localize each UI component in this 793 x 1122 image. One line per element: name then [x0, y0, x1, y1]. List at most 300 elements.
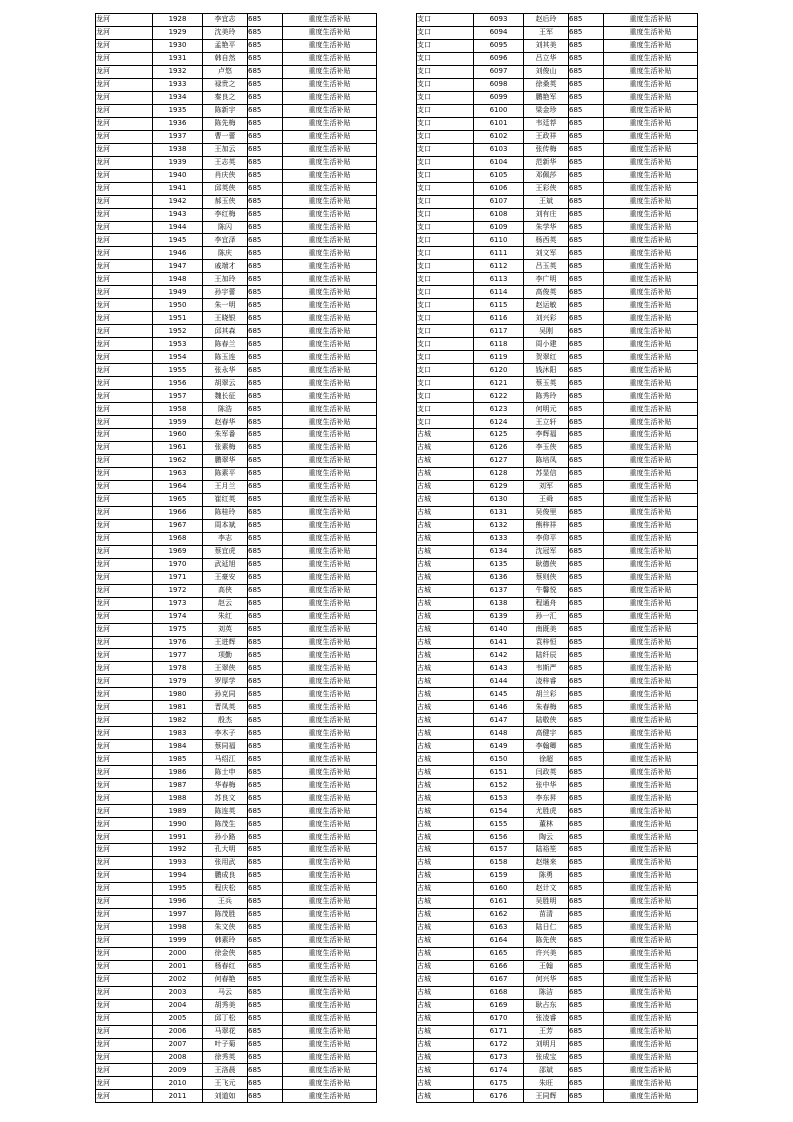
- amount-cell: 685: [248, 78, 283, 91]
- subsidy-type-cell: 重度生活补贴: [283, 714, 377, 727]
- subsidy-type-cell: 重度生活补贴: [604, 766, 698, 779]
- area-cell: 古城: [417, 908, 474, 921]
- serial-number-cell: 1973: [153, 597, 203, 610]
- table-row: [417, 869, 698, 882]
- subsidy-type-cell: 重度生活补贴: [604, 130, 698, 143]
- area-cell: 古城: [417, 869, 474, 882]
- serial-number-cell: 6108: [474, 208, 524, 221]
- person-name-cell: 朱文侠: [203, 921, 248, 934]
- subsidy-type-cell: 重度生活补贴: [283, 221, 377, 234]
- amount-cell: 685: [569, 169, 604, 182]
- person-name-cell: 袁梓恒: [524, 636, 569, 649]
- area-cell: 龙河: [96, 947, 153, 960]
- table-row: [96, 532, 377, 545]
- amount-cell: 685: [569, 480, 604, 493]
- table-row: [417, 986, 698, 999]
- person-name-cell: 卢悠: [203, 65, 248, 78]
- area-cell: 龙河: [96, 403, 153, 416]
- person-name-cell: 马云: [203, 986, 248, 999]
- amount-cell: 685: [569, 999, 604, 1012]
- serial-number-cell: 6111: [474, 247, 524, 260]
- area-cell: 龙河: [96, 727, 153, 740]
- area-cell: 龙河: [96, 519, 153, 532]
- person-name-cell: 李辉福: [524, 429, 569, 442]
- amount-cell: 685: [569, 260, 604, 273]
- amount-cell: 685: [569, 14, 604, 27]
- table-row: [417, 1064, 698, 1077]
- serial-number-cell: 6106: [474, 182, 524, 195]
- area-cell: 古城: [417, 895, 474, 908]
- serial-number-cell: 2009: [153, 1064, 203, 1077]
- area-cell: 龙河: [96, 467, 153, 480]
- subsidy-type-cell: 重度生活补贴: [604, 986, 698, 999]
- serial-number-cell: 2006: [153, 1025, 203, 1038]
- subsidy-type-cell: 重度生活补贴: [283, 519, 377, 532]
- amount-cell: 685: [248, 14, 283, 27]
- amount-cell: 685: [569, 208, 604, 221]
- table-row: [96, 1012, 377, 1025]
- table-row: [417, 636, 698, 649]
- area-cell: 龙河: [96, 1064, 153, 1077]
- person-name-cell: 胡兰彩: [524, 688, 569, 701]
- amount-cell: 685: [569, 1064, 604, 1077]
- area-cell: 龙河: [96, 39, 153, 52]
- serial-number-cell: 1995: [153, 882, 203, 895]
- amount-cell: 685: [569, 91, 604, 104]
- serial-number-cell: 1987: [153, 779, 203, 792]
- subsidy-type-cell: 重度生活补贴: [283, 454, 377, 467]
- amount-cell: 685: [248, 584, 283, 597]
- serial-number-cell: 2011: [153, 1090, 203, 1103]
- subsidy-type-cell: 重度生活补贴: [283, 662, 377, 675]
- table-row: [417, 1025, 698, 1038]
- person-name-cell: 王芳: [524, 1025, 569, 1038]
- area-cell: 古城: [417, 688, 474, 701]
- subsidy-type-cell: 重度生活补贴: [604, 869, 698, 882]
- subsidy-type-cell: 重度生活补贴: [283, 831, 377, 844]
- person-name-cell: 朱春梅: [524, 701, 569, 714]
- subsidy-type-cell: 重度生活补贴: [604, 299, 698, 312]
- table-row: [96, 169, 377, 182]
- serial-number-cell: 6098: [474, 78, 524, 91]
- subsidy-type-cell: 重度生活补贴: [604, 545, 698, 558]
- area-cell: 古城: [417, 844, 474, 857]
- table-row: [417, 649, 698, 662]
- amount-cell: 685: [569, 403, 604, 416]
- amount-cell: 685: [248, 973, 283, 986]
- table-row: [96, 688, 377, 701]
- person-name-cell: 周本斌: [203, 519, 248, 532]
- amount-cell: 685: [248, 649, 283, 662]
- area-cell: 支口: [417, 273, 474, 286]
- serial-number-cell: 6166: [474, 960, 524, 973]
- amount-cell: 685: [248, 636, 283, 649]
- person-name-cell: 朱一明: [203, 299, 248, 312]
- person-name-cell: 闫政英: [524, 766, 569, 779]
- amount-cell: 685: [569, 688, 604, 701]
- serial-number-cell: 6122: [474, 390, 524, 403]
- area-cell: 古城: [417, 558, 474, 571]
- amount-cell: 685: [569, 156, 604, 169]
- amount-cell: 685: [569, 1090, 604, 1103]
- area-cell: 古城: [417, 947, 474, 960]
- person-name-cell: 赵春华: [203, 416, 248, 429]
- serial-number-cell: 1990: [153, 818, 203, 831]
- area-cell: 支口: [417, 143, 474, 156]
- subsidy-type-cell: 重度生活补贴: [283, 117, 377, 130]
- subsidy-type-cell: 重度生活补贴: [283, 104, 377, 117]
- table-row: [417, 688, 698, 701]
- area-cell: 支口: [417, 247, 474, 260]
- area-cell: 支口: [417, 156, 474, 169]
- person-name-cell: 凌梓睿: [524, 675, 569, 688]
- table-row: [96, 649, 377, 662]
- serial-number-cell: 6127: [474, 454, 524, 467]
- serial-number-cell: 1949: [153, 286, 203, 299]
- subsidy-type-cell: 重度生活补贴: [604, 467, 698, 480]
- area-cell: 龙河: [96, 117, 153, 130]
- area-cell: 龙河: [96, 571, 153, 584]
- person-name-cell: 王志英: [203, 156, 248, 169]
- amount-cell: 685: [569, 234, 604, 247]
- amount-cell: 685: [569, 519, 604, 532]
- amount-cell: 685: [248, 182, 283, 195]
- table-row: [417, 221, 698, 234]
- subsidy-type-cell: 重度生活补贴: [604, 104, 698, 117]
- person-name-cell: 王军: [524, 26, 569, 39]
- serial-number-cell: 6130: [474, 493, 524, 506]
- table-row: [96, 805, 377, 818]
- serial-number-cell: 6168: [474, 986, 524, 999]
- person-name-cell: 王彩侠: [524, 182, 569, 195]
- amount-cell: 685: [248, 143, 283, 156]
- serial-number-cell: 6123: [474, 403, 524, 416]
- serial-number-cell: 1959: [153, 416, 203, 429]
- person-name-cell: 陈勇: [524, 869, 569, 882]
- person-name-cell: 牛馨悦: [524, 584, 569, 597]
- table-row: [96, 1025, 377, 1038]
- subsidy-type-cell: 重度生活补贴: [283, 493, 377, 506]
- serial-number-cell: 2003: [153, 986, 203, 999]
- table-row: [96, 234, 377, 247]
- person-name-cell: 项勤: [203, 649, 248, 662]
- subsidy-type-cell: 重度生活补贴: [283, 234, 377, 247]
- amount-cell: 685: [248, 856, 283, 869]
- subsidy-type-cell: 重度生活补贴: [604, 856, 698, 869]
- person-name-cell: 鹏成良: [203, 869, 248, 882]
- table-row: [96, 818, 377, 831]
- table-row: [96, 65, 377, 78]
- amount-cell: 685: [569, 130, 604, 143]
- table-row: [417, 403, 698, 416]
- subsidy-type-cell: 重度生活补贴: [604, 649, 698, 662]
- table-row: [417, 727, 698, 740]
- area-cell: 古城: [417, 986, 474, 999]
- amount-cell: 685: [569, 273, 604, 286]
- serial-number-cell: 6128: [474, 467, 524, 480]
- amount-cell: 685: [569, 882, 604, 895]
- table-row: [417, 895, 698, 908]
- serial-number-cell: 6164: [474, 934, 524, 947]
- amount-cell: 685: [569, 792, 604, 805]
- area-cell: 古城: [417, 441, 474, 454]
- person-name-cell: 周小建: [524, 338, 569, 351]
- area-cell: 龙河: [96, 454, 153, 467]
- subsidy-type-cell: 重度生活补贴: [604, 818, 698, 831]
- amount-cell: 685: [248, 26, 283, 39]
- subsidy-type-cell: 重度生活补贴: [283, 999, 377, 1012]
- table-row: [417, 130, 698, 143]
- amount-cell: 685: [569, 753, 604, 766]
- serial-number-cell: 1934: [153, 91, 203, 104]
- table-row: [417, 506, 698, 519]
- table-row: [96, 467, 377, 480]
- person-name-cell: 李志: [203, 532, 248, 545]
- person-name-cell: 孟艳平: [203, 39, 248, 52]
- amount-cell: 685: [248, 999, 283, 1012]
- table-row: [417, 999, 698, 1012]
- serial-number-cell: 6132: [474, 519, 524, 532]
- person-name-cell: 邱丁松: [203, 1012, 248, 1025]
- area-cell: 龙河: [96, 195, 153, 208]
- subsidy-type-cell: 重度生活补贴: [283, 312, 377, 325]
- table-row: [96, 130, 377, 143]
- serial-number-cell: 6100: [474, 104, 524, 117]
- subsidy-type-cell: 重度生活补贴: [283, 506, 377, 519]
- person-name-cell: 韩素玲: [203, 934, 248, 947]
- area-cell: 古城: [417, 753, 474, 766]
- area-cell: 古城: [417, 623, 474, 636]
- person-name-cell: 南既美: [524, 623, 569, 636]
- subsidy-type-cell: 重度生活补贴: [604, 26, 698, 39]
- person-name-cell: 赵云: [203, 597, 248, 610]
- area-cell: 龙河: [96, 52, 153, 65]
- person-name-cell: 苗清: [524, 908, 569, 921]
- area-cell: 古城: [417, 740, 474, 753]
- serial-number-cell: 1985: [153, 753, 203, 766]
- table-row: [96, 597, 377, 610]
- amount-cell: 685: [248, 441, 283, 454]
- subsidy-type-cell: 重度生活补贴: [283, 844, 377, 857]
- table-row: [96, 960, 377, 973]
- person-name-cell: 尤胜虎: [524, 805, 569, 818]
- area-cell: 古城: [417, 519, 474, 532]
- serial-number-cell: 2004: [153, 999, 203, 1012]
- serial-number-cell: 1956: [153, 377, 203, 390]
- table-row: [96, 610, 377, 623]
- person-name-cell: 王进辉: [203, 636, 248, 649]
- serial-number-cell: 6160: [474, 882, 524, 895]
- amount-cell: 685: [569, 454, 604, 467]
- amount-cell: 685: [569, 636, 604, 649]
- table-row: [417, 584, 698, 597]
- subsidy-type-cell: 重度生活补贴: [604, 416, 698, 429]
- subsidy-type-cell: 重度生活补贴: [604, 506, 698, 519]
- person-name-cell: 陈洁: [524, 986, 569, 999]
- table-row: [417, 610, 698, 623]
- table-row: [417, 247, 698, 260]
- amount-cell: 685: [248, 921, 283, 934]
- subsidy-type-cell: 重度生活补贴: [604, 143, 698, 156]
- person-name-cell: 王翰: [524, 960, 569, 973]
- person-name-cell: 王月兰: [203, 480, 248, 493]
- subsidy-type-cell: 重度生活补贴: [604, 156, 698, 169]
- amount-cell: 685: [569, 52, 604, 65]
- amount-cell: 685: [248, 117, 283, 130]
- subsidy-type-cell: 重度生活补贴: [604, 351, 698, 364]
- amount-cell: 685: [569, 869, 604, 882]
- person-name-cell: 陈茂胜: [203, 908, 248, 921]
- area-cell: 支口: [417, 26, 474, 39]
- person-name-cell: 刘俊山: [524, 65, 569, 78]
- amount-cell: 685: [569, 623, 604, 636]
- amount-cell: 685: [248, 532, 283, 545]
- subsidy-type-cell: 重度生活补贴: [604, 247, 698, 260]
- amount-cell: 685: [569, 493, 604, 506]
- person-name-cell: 何兴华: [524, 973, 569, 986]
- area-cell: 支口: [417, 65, 474, 78]
- subsidy-type-cell: 重度生活补贴: [283, 26, 377, 39]
- person-name-cell: 蔡玉英: [524, 377, 569, 390]
- person-name-cell: 何春艳: [203, 973, 248, 986]
- table-row: [96, 856, 377, 869]
- amount-cell: 685: [248, 403, 283, 416]
- serial-number-cell: 1991: [153, 831, 203, 844]
- serial-number-cell: 6161: [474, 895, 524, 908]
- amount-cell: 685: [248, 558, 283, 571]
- subsidy-type-cell: 重度生活补贴: [604, 973, 698, 986]
- subsidy-type-cell: 重度生活补贴: [283, 325, 377, 338]
- person-name-cell: 钱沐阳: [524, 364, 569, 377]
- subsidy-type-cell: 重度生活补贴: [604, 662, 698, 675]
- area-cell: 古城: [417, 597, 474, 610]
- serial-number-cell: 6112: [474, 260, 524, 273]
- subsidy-type-cell: 重度生活补贴: [604, 740, 698, 753]
- area-cell: 古城: [417, 545, 474, 558]
- serial-number-cell: 6114: [474, 286, 524, 299]
- subsidy-type-cell: 重度生活补贴: [283, 1012, 377, 1025]
- serial-number-cell: 1935: [153, 104, 203, 117]
- table-row: [417, 973, 698, 986]
- table-row: [417, 26, 698, 39]
- serial-number-cell: 1965: [153, 493, 203, 506]
- subsidy-type-cell: 重度生活补贴: [283, 338, 377, 351]
- serial-number-cell: 1982: [153, 714, 203, 727]
- table-row: [96, 325, 377, 338]
- subsidy-type-cell: 重度生活补贴: [604, 805, 698, 818]
- amount-cell: 685: [569, 182, 604, 195]
- table-row: [96, 221, 377, 234]
- serial-number-cell: 2001: [153, 960, 203, 973]
- person-name-cell: 王晓银: [203, 312, 248, 325]
- area-cell: 龙河: [96, 14, 153, 27]
- serial-number-cell: 6126: [474, 441, 524, 454]
- serial-number-cell: 1977: [153, 649, 203, 662]
- subsidy-type-cell: 重度生活补贴: [283, 260, 377, 273]
- subsidy-type-cell: 重度生活补贴: [604, 934, 698, 947]
- area-cell: 龙河: [96, 908, 153, 921]
- serial-number-cell: 1938: [153, 143, 203, 156]
- table-row: [96, 571, 377, 584]
- serial-number-cell: 6133: [474, 532, 524, 545]
- person-name-cell: 何明元: [524, 403, 569, 416]
- table-row: [417, 195, 698, 208]
- table-row: [96, 91, 377, 104]
- subsidy-type-cell: 重度生活补贴: [604, 519, 698, 532]
- subsidy-type-cell: 重度生活补贴: [604, 338, 698, 351]
- table-row: [96, 1051, 377, 1064]
- person-name-cell: 王舜: [524, 493, 569, 506]
- person-name-cell: 邱英侠: [203, 182, 248, 195]
- area-cell: 古城: [417, 1077, 474, 1090]
- amount-cell: 685: [248, 325, 283, 338]
- subsidy-type-cell: 重度生活补贴: [604, 454, 698, 467]
- table-row: [417, 921, 698, 934]
- amount-cell: 685: [248, 286, 283, 299]
- subsidy-type-cell: 重度生活补贴: [604, 960, 698, 973]
- person-name-cell: 徐秀英: [203, 1051, 248, 1064]
- table-row: [417, 260, 698, 273]
- person-name-cell: 张传梅: [524, 143, 569, 156]
- area-cell: 古城: [417, 805, 474, 818]
- table-row: [417, 156, 698, 169]
- subsidy-type-cell: 重度生活补贴: [283, 208, 377, 221]
- person-name-cell: 刘明月: [524, 1038, 569, 1051]
- subsidy-type-cell: 重度生活补贴: [604, 584, 698, 597]
- amount-cell: 685: [248, 169, 283, 182]
- person-name-cell: 朱红: [203, 610, 248, 623]
- table-row: [417, 169, 698, 182]
- person-name-cell: 鹏翠华: [203, 454, 248, 467]
- area-cell: 龙河: [96, 234, 153, 247]
- person-name-cell: 陈秀玲: [524, 390, 569, 403]
- serial-number-cell: 6155: [474, 818, 524, 831]
- person-name-cell: 杨春红: [203, 960, 248, 973]
- area-cell: 古城: [417, 701, 474, 714]
- serial-number-cell: 1953: [153, 338, 203, 351]
- person-name-cell: 陈连英: [203, 805, 248, 818]
- serial-number-cell: 6105: [474, 169, 524, 182]
- serial-number-cell: 6162: [474, 908, 524, 921]
- subsidy-type-cell: 重度生活补贴: [604, 532, 698, 545]
- table-row: [96, 26, 377, 39]
- table-row: [417, 623, 698, 636]
- area-cell: 龙河: [96, 312, 153, 325]
- subsidy-type-cell: 重度生活补贴: [604, 727, 698, 740]
- amount-cell: 685: [248, 844, 283, 857]
- amount-cell: 685: [248, 947, 283, 960]
- serial-number-cell: 6125: [474, 429, 524, 442]
- area-cell: 古城: [417, 856, 474, 869]
- area-cell: 支口: [417, 14, 474, 27]
- serial-number-cell: 1993: [153, 856, 203, 869]
- serial-number-cell: 1963: [153, 467, 203, 480]
- serial-number-cell: 1950: [153, 299, 203, 312]
- table-row: [417, 390, 698, 403]
- subsidy-type-cell: 重度生活补贴: [283, 1077, 377, 1090]
- person-name-cell: 赵继来: [524, 856, 569, 869]
- person-name-cell: 吕玉英: [524, 260, 569, 273]
- area-cell: 龙河: [96, 610, 153, 623]
- serial-number-cell: 6144: [474, 675, 524, 688]
- area-cell: 龙河: [96, 818, 153, 831]
- amount-cell: 685: [248, 986, 283, 999]
- serial-number-cell: 6094: [474, 26, 524, 39]
- table-row: [96, 1064, 377, 1077]
- area-cell: 龙河: [96, 182, 153, 195]
- subsidy-type-cell: 重度生活补贴: [283, 895, 377, 908]
- serial-number-cell: 6171: [474, 1025, 524, 1038]
